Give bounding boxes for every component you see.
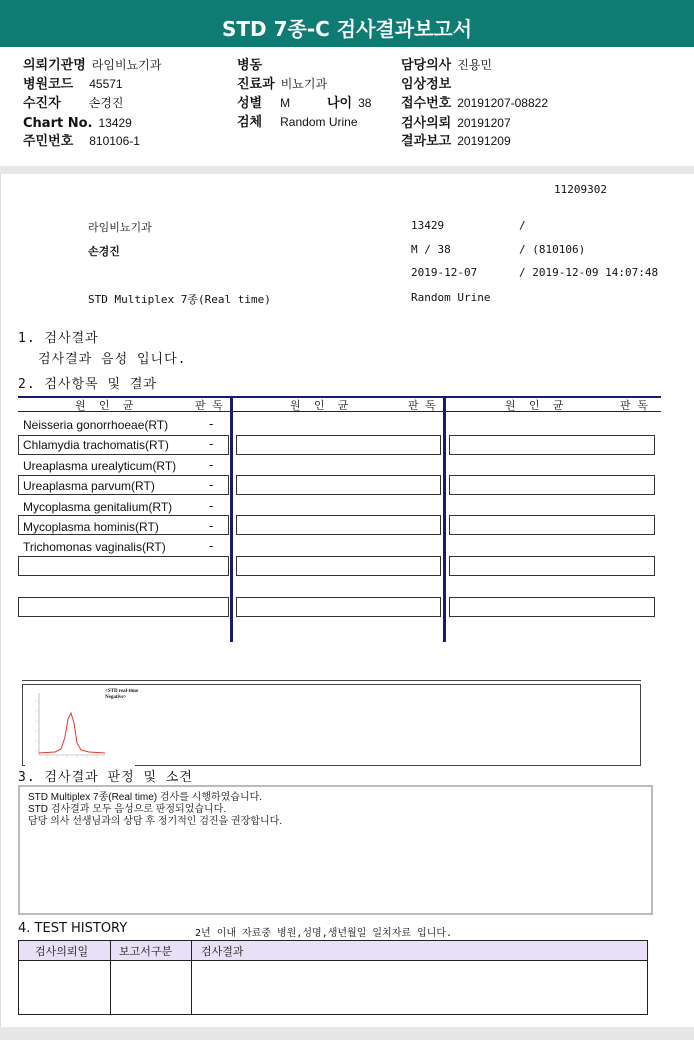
rrn-field: 주민번호 810106-1 — [23, 134, 140, 149]
row-box — [18, 556, 229, 576]
graph-top-rule — [22, 680, 641, 681]
history-col-report-type: 보고서구분 — [119, 945, 173, 958]
col-result-2: 판 독 — [408, 399, 436, 412]
row-box — [449, 435, 655, 455]
section-2-title: 2. 검사항목 및 결과 — [18, 377, 158, 392]
section-1-text: 검사결과 음성 입니다. — [38, 352, 187, 367]
dept-field: 진료과 비뇨기과 — [237, 77, 328, 92]
graph-label: <STD real-time Negative> — [105, 689, 139, 700]
patient-field: 수진자 손경진 — [23, 96, 124, 111]
chart-number: 13429 — [411, 219, 445, 232]
organism-name: Mycoplasma hominis(RT) — [23, 520, 159, 534]
row-box — [18, 597, 229, 617]
row-box — [449, 515, 655, 535]
accession-field: 접수번호 20191207-08822 — [401, 96, 548, 111]
organism-result: - — [209, 478, 214, 492]
report-datetime: / 2019-12-09 14:07:48 — [519, 266, 659, 279]
col-result-1: 판 독 — [195, 399, 223, 412]
organism-name: Neisseria gonorrhoeae(RT) — [23, 418, 169, 432]
chart-field: Chart No. 13429 — [23, 116, 132, 131]
organism-result: - — [209, 458, 214, 472]
header-info — [0, 48, 694, 166]
request-date-field: 검사의뢰 20191207 — [401, 116, 511, 131]
left-rule — [0, 174, 1, 1027]
row-box — [449, 597, 655, 617]
section-1-title: 1. 검사결과 — [18, 331, 99, 346]
history-col-request-date: 검사의뢰일 — [35, 945, 89, 958]
table-divider-2 — [443, 396, 446, 642]
col-organism-2: 원 인 균 — [290, 399, 349, 412]
row-box — [236, 597, 441, 617]
specimen-field: 검체 Random Urine — [237, 115, 358, 130]
opinion-line: 담당 의사 선생님과의 상담 후 정기적인 검진을 권장합니다. — [28, 816, 283, 827]
row-box — [236, 556, 441, 576]
organism-result: - — [209, 499, 214, 513]
report-title: STD 7종-C 검사결과보고서 — [0, 0, 694, 47]
organism-name: Ureaplasma parvum(RT) — [23, 479, 155, 493]
patient-name: 손경진 — [88, 245, 120, 258]
doctor-field: 담당의사 진용민 — [401, 58, 493, 73]
birth-date: / (810106) — [519, 243, 586, 256]
row-box — [236, 475, 441, 495]
footer-separator — [0, 1027, 694, 1040]
organism-name: Trichomonas vaginalis(RT) — [23, 540, 166, 554]
opinion-line: STD Multiplex 7종(Real time) 검사를 시행하였습니다. — [28, 792, 263, 803]
col-organism-3: 원 인 균 — [505, 399, 564, 412]
history-table — [18, 940, 648, 1015]
row-box — [449, 556, 655, 576]
section-3-title: 3. 검사결과 판정 및 소견 — [18, 770, 193, 785]
opinion-box — [18, 785, 653, 915]
history-note: 2년 이내 자료중 병원,성명,생년월일 일치자료 입니다. — [195, 928, 453, 939]
clinic-name: 라임비뇨기과 — [88, 221, 152, 234]
col-organism-1: 원 인 균 — [75, 399, 134, 412]
row-box — [236, 435, 441, 455]
col-result-3: 판 독 — [620, 399, 648, 412]
organism-result: - — [209, 539, 214, 553]
hospital-code-field: 병원코드 45571 — [23, 77, 123, 92]
history-col-result: 검사결과 — [201, 945, 244, 958]
specimen-type: Random Urine — [411, 291, 491, 304]
section-4-title: 4. TEST HISTORY — [18, 921, 128, 936]
chart-separator: / — [519, 219, 526, 232]
report-number: 11209302 — [554, 183, 607, 196]
report-date-field: 결과보고 20191209 — [401, 134, 511, 149]
opinion-line: STD 검사결과 모두 음성으로 판정되었습니다. — [28, 804, 227, 815]
pcr-graph-frame — [22, 684, 641, 766]
organism-result: - — [209, 519, 214, 533]
organism-name: Mycoplasma genitalium(RT) — [23, 500, 173, 514]
institution-field: 의뢰기관명 라임비뇨기과 — [23, 58, 162, 73]
row-box — [449, 475, 655, 495]
age-field: 나이 38 — [327, 96, 372, 111]
organism-result: - — [209, 417, 214, 431]
organism-result: - — [209, 437, 214, 451]
ward-field: 병동 — [237, 58, 263, 73]
clinical-field: 임상정보 — [401, 77, 452, 92]
sex-age: M / 38 — [411, 243, 451, 256]
row-box — [236, 515, 441, 535]
header-separator — [0, 166, 694, 174]
request-date: 2019-12-07 — [411, 266, 478, 279]
table-divider-1 — [230, 396, 233, 642]
organism-name: Ureaplasma urealyticum(RT) — [23, 459, 177, 473]
organism-name: Chlamydia trachomatis(RT) — [23, 438, 169, 452]
test-name: STD Multiplex 7종(Real time) — [88, 293, 271, 306]
sex-field: 성별 M — [237, 96, 291, 111]
